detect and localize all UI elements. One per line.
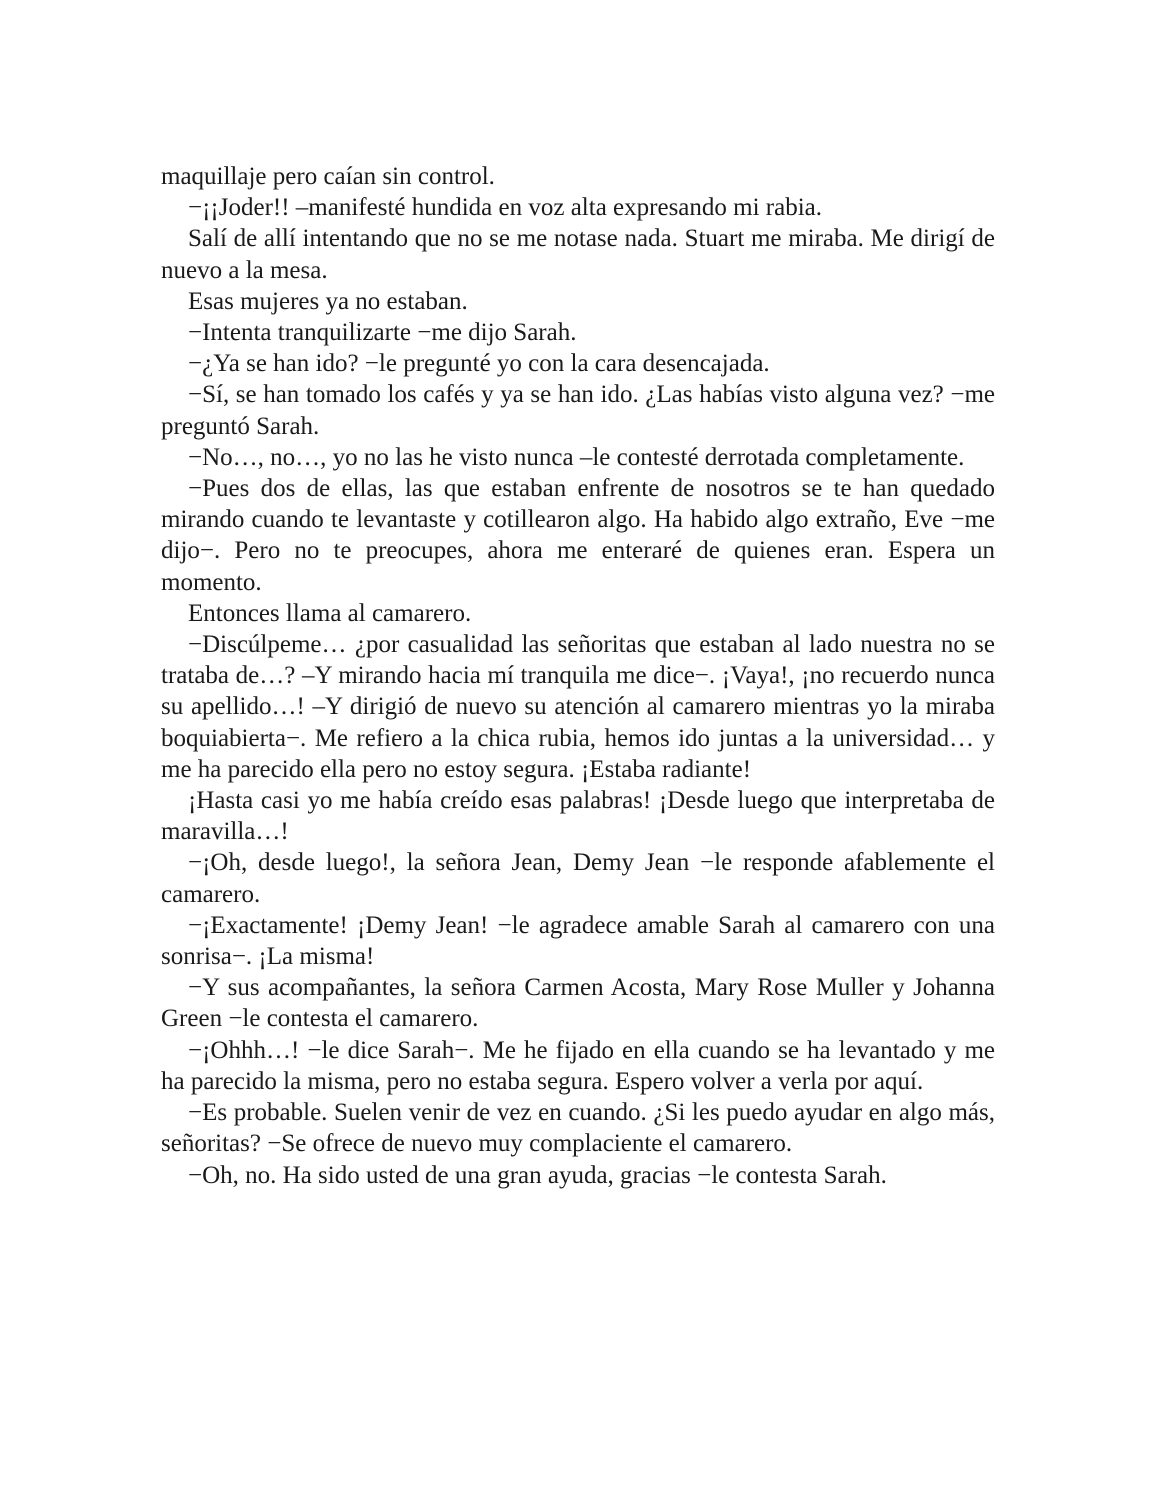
paragraph: −¿Ya se han ido? −le pregunté yo con la cara desencajada. <box>188 350 770 378</box>
paragraph: −Sí, se han tomado los cafés y ya se han ido. ¿Las habías visto alguna vez? −me preguntó Sarah. <box>161 381 995 440</box>
paragraph: −Discúlpeme… ¿por casualidad las señoritas que estaban al lado nuestra no se trataba de…? –Y mirando hacia mí tranquila me dice−. ¡Vaya!, ¡no recuerdo nunca su apellido…! –Y dirigió de nuevo su atención al camarero mientras yo la miraba boquiabierta−. Me refiero a la chica rubia, hemos ido juntas a la universidad… y me ha parecido ella pero no estoy segura. ¡Estaba radiante! <box>161 631 995 783</box>
paragraph: Esas mujeres ya no estaban. <box>188 287 468 315</box>
paragraph: −¡¡Joder!! –manifesté hundida en voz alta expresando mi rabia. <box>188 194 822 222</box>
paragraph: −Pues dos de ellas, las que estaban enfrente de nosotros se te han quedado mirando cuando te levantaste y cotillearon algo. Ha habido algo extraño, Eve −me dijo−. Pero no te preocupes, ahora me enteraré de quienes eran. Espera un momento. <box>161 475 995 596</box>
paragraph: −Y sus acompañantes, la señora Carmen Acosta, Mary Rose Muller y Johanna Green −le contesta el camarero. <box>161 974 995 1033</box>
paragraph: Entonces llama al camarero. <box>188 599 472 627</box>
paragraph: ¡Hasta casi yo me había creído esas palabras! ¡Desde luego que interpretaba de maravilla…! <box>161 787 995 846</box>
paragraph: −¡Ohhh…! −le dice Sarah−. Me he fijado en ella cuando se ha levantado y me ha parecido la misma, pero no estaba segura. Espero volver a verla por aquí. <box>161 1036 995 1095</box>
paragraph: −¡Exactamente! ¡Demy Jean! −le agradece amable Sarah al camarero con una sonrisa−. ¡La misma! <box>161 911 995 971</box>
paragraph: −Oh, no. Ha sido usted de una gran ayuda, gracias −le contesta Sarah. <box>188 1161 887 1189</box>
paragraph: −Intenta tranquilizarte −me dijo Sarah. <box>188 319 577 347</box>
paragraph: −Es probable. Suelen venir de vez en cuando. ¿Si les puedo ayudar en algo más, señoritas? −Se ofrece de nuevo muy complaciente el camarero. <box>161 1099 995 1158</box>
paragraph: −No…, no…, yo no las he visto nunca –le contesté derrotada completamente. <box>188 443 965 471</box>
paragraph: Salí de allí intentando que no se me notase nada. Stuart me miraba. Me dirigí de nuevo a la mesa. <box>161 225 995 284</box>
paragraph: maquillaje pero caían sin control. <box>161 163 495 190</box>
page-text <box>161 161 995 1191</box>
paragraph: −¡Oh, desde luego!, la señora Jean, Demy Jean −le responde afablemente el camarero. <box>161 849 995 908</box>
